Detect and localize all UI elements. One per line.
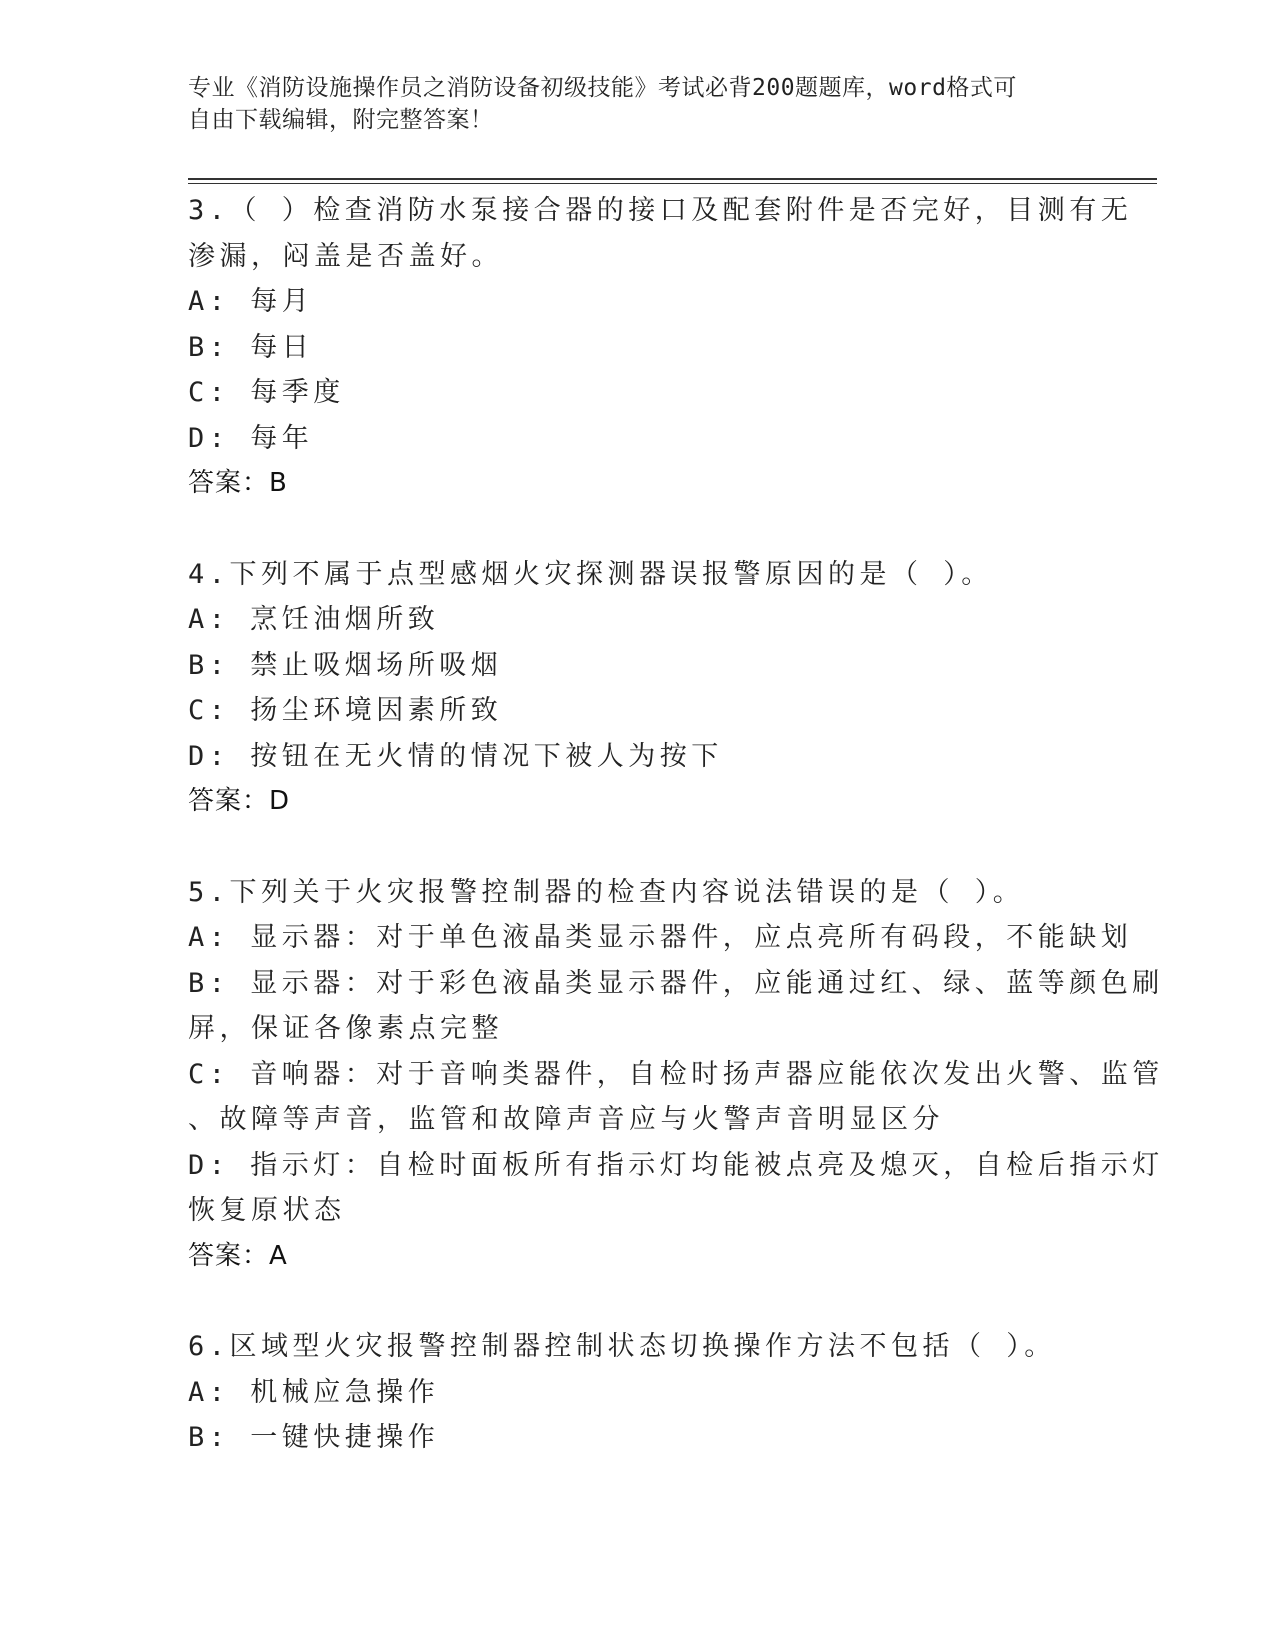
option-c: C: 扬尘环境因素所致 (188, 695, 503, 726)
header-line-1: 专业《消防设施操作员之消防设备初级技能》考试必背200题题库，word格式可 (188, 75, 1017, 101)
option-c: C: 每季度 (188, 377, 345, 408)
option-a: A: 每月 (188, 286, 314, 317)
option-b: B: 显示器：对于彩色液晶类显示器件，应能通过红、绿、蓝等颜色刷 (188, 967, 1164, 999)
option-d: D: 指示灯：自检时面板所有指示灯均能被点亮及熄灭，自检后指示灯 (188, 1149, 1164, 1181)
option-d: 恢复原状态 (188, 1195, 346, 1226)
question-text: 6.区域型火灾报警控制器控制状态切换操作方法不包括（ ）。 (188, 1331, 1056, 1362)
option-b: B: 禁止吸烟场所吸烟 (188, 649, 503, 681)
option-d: D: 按钮在无火情的情况下被人为按下 (188, 740, 723, 772)
document-header (188, 72, 1068, 136)
answer-line: 答案：D (188, 786, 291, 816)
question-3 (188, 188, 1133, 507)
header-line-2: 自由下载编辑，附完整答案！ (188, 107, 494, 133)
option-a: A: 烹饪油烟所致 (188, 604, 440, 635)
option-b: B: 一键快捷操作 (188, 1422, 440, 1453)
option-b: 屏，保证各像素点完整 (188, 1013, 503, 1044)
answer-line: 答案：A (188, 1240, 288, 1271)
answer-line: 答案：B (188, 468, 288, 498)
option-c: C: 音响器：对于音响类器件，自检时扬声器应能依次发出火警、监管 (188, 1058, 1164, 1090)
question-text: 5.下列关于火灾报警控制器的检查内容说法错误的是（ ）。 (188, 876, 1025, 908)
question-6 (188, 1324, 1088, 1461)
question-4 (188, 552, 1088, 825)
option-d: D: 每年 (188, 422, 314, 454)
question-5 (188, 870, 1164, 1280)
option-a: A: 机械应急操作 (188, 1376, 440, 1408)
option-b: B: 每日 (188, 331, 314, 363)
option-a: A: 显示器：对于单色液晶类显示器件，应点亮所有码段，不能缺划 (188, 922, 1133, 953)
header-rule-thick (188, 178, 1157, 180)
question-text: 3.（ ）检查消防水泵接合器的接口及配套附件是否完好，目测有无 (188, 195, 1133, 226)
question-text: 渗漏，闷盖是否盖好。 (188, 240, 503, 272)
question-list (188, 188, 1164, 1506)
option-c: 、故障等声音，监管和故障声音应与火警声音明显区分 (188, 1104, 944, 1135)
question-text: 4.下列不属于点型感烟火灾探测器误报警原因的是（ ）。 (188, 558, 993, 590)
header-rule-thin (188, 183, 1157, 184)
